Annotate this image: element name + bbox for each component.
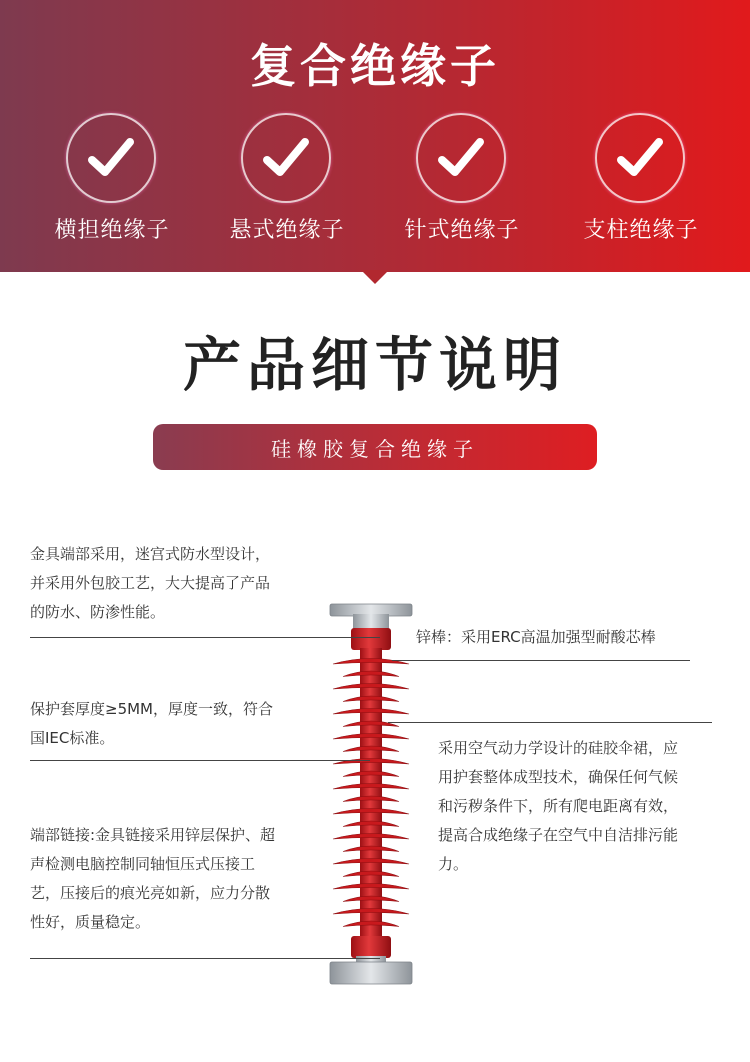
feature-label: 针式绝缘子 — [404, 218, 520, 243]
feature-label: 悬式绝缘子 — [229, 218, 345, 243]
note-fitting — [30, 540, 330, 627]
insulator-image — [320, 598, 420, 988]
note-line: 艺，压接后的痕光亮如新，应力分散 — [30, 884, 271, 902]
note-line: 的防水、防渗性能。 — [30, 603, 166, 621]
leader-line — [30, 637, 380, 638]
note-sheath — [30, 695, 330, 753]
note-line: 采用空气动力学设计的硅胶伞裙，应 — [438, 739, 679, 757]
note-core-rod — [416, 623, 716, 652]
note-line: 国IEC标准。 — [30, 729, 115, 747]
note-shed — [438, 734, 738, 879]
section-subtitle: 硅橡胶复合绝缘子 — [271, 436, 479, 461]
feature-label: 支柱绝缘子 — [583, 218, 699, 243]
note-line: 提高合成绝缘子在空气中自洁排污能 — [438, 826, 679, 844]
leader-line — [30, 760, 370, 761]
check-icon — [241, 113, 331, 203]
note-line: 并采用外包胶工艺，大大提高了产品 — [30, 574, 271, 592]
note-line: 声检测电脑控制同轴恒压式压接工 — [30, 855, 256, 873]
section-title: 产品细节说明 — [182, 331, 567, 399]
note-line: 保护套厚度≥5MM，厚度一致，符合 — [30, 700, 273, 718]
check-icon — [66, 113, 156, 203]
note-line: 性好，质量稳定。 — [30, 913, 151, 931]
section-subtitle-pill — [153, 424, 597, 470]
check-icon — [416, 113, 506, 203]
leader-line — [392, 660, 690, 661]
leader-line — [388, 722, 712, 723]
leader-line — [30, 958, 380, 959]
feature-item — [551, 110, 731, 260]
note-line: 端部链接:金具链接采用锌层保护、超 — [30, 826, 276, 844]
feature-list — [0, 110, 750, 260]
note-line: 力。 — [438, 855, 469, 873]
feature-item — [197, 110, 377, 260]
note-line: 用护套整体成型技术，确保任何气候 — [438, 768, 679, 786]
banner-notch — [361, 270, 389, 284]
feature-item — [22, 110, 202, 260]
feature-item — [372, 110, 552, 260]
note-line: 金具端部采用，迷宫式防水型设计， — [30, 545, 271, 563]
top-banner — [0, 0, 750, 272]
note-line: 和污秽条件下，所有爬电距离有效， — [438, 797, 679, 815]
check-icon — [595, 113, 685, 203]
note-end-link — [30, 821, 330, 937]
feature-label: 横担绝缘子 — [54, 218, 170, 243]
banner-title: 复合绝缘子 — [250, 39, 500, 93]
note-line: 锌棒：采用ERC高温加强型耐酸芯棒 — [416, 628, 656, 646]
